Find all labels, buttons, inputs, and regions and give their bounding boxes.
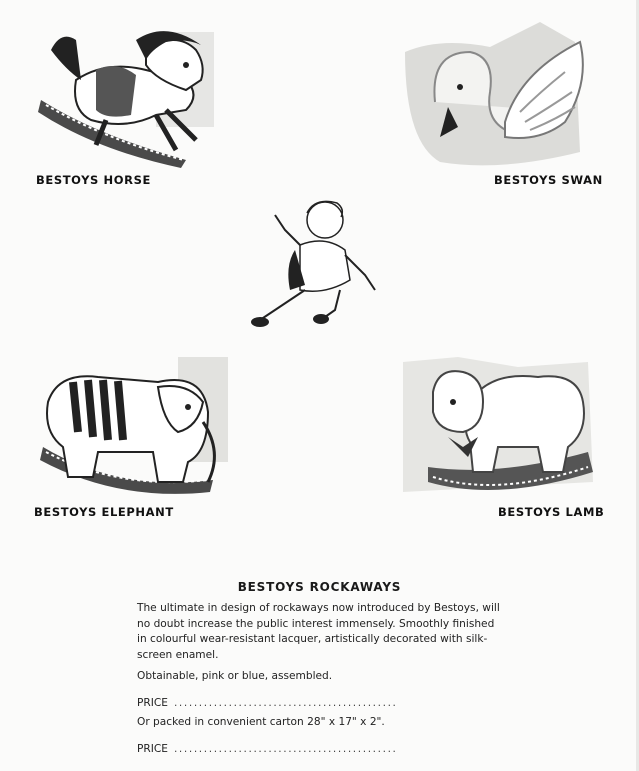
section-title: BESTOYS ROCKAWAYS	[237, 580, 402, 594]
price-dots: .............................................	[173, 743, 398, 755]
lamb-caption: BESTOYS LAMB	[498, 505, 605, 519]
description-block	[137, 601, 507, 685]
price-line-assembled	[137, 697, 497, 709]
horse-rocker-illustration	[36, 20, 226, 168]
price-label: PRICE	[137, 743, 168, 755]
lamb-rocker-illustration	[398, 352, 598, 500]
packing-note: Or packed in convenient carton 28" x 17" x 2".	[137, 716, 385, 728]
description-paragraph: The ultimate in design of rockaways now introduced by Bestoys, will no doubt increase the public interest immensely. Smoothly finished in colourful wear-resistant lacquer, artistically decorated with silk-screen enamel.	[137, 602, 500, 661]
price-label: PRICE	[137, 697, 168, 709]
price-dots: .............................................	[173, 697, 398, 709]
swan-caption: BESTOYS SWAN	[494, 173, 603, 187]
horse-caption: BESTOYS HORSE	[36, 173, 151, 187]
elephant-rocker-illustration	[38, 352, 233, 500]
child-sketch-illustration	[245, 195, 380, 335]
availability-note: Obtainable, pink or blue, assembled.	[137, 670, 333, 682]
price-line-packed	[137, 743, 497, 755]
elephant-caption: BESTOYS ELEPHANT	[34, 505, 174, 519]
swan-rocker-illustration	[400, 12, 600, 167]
